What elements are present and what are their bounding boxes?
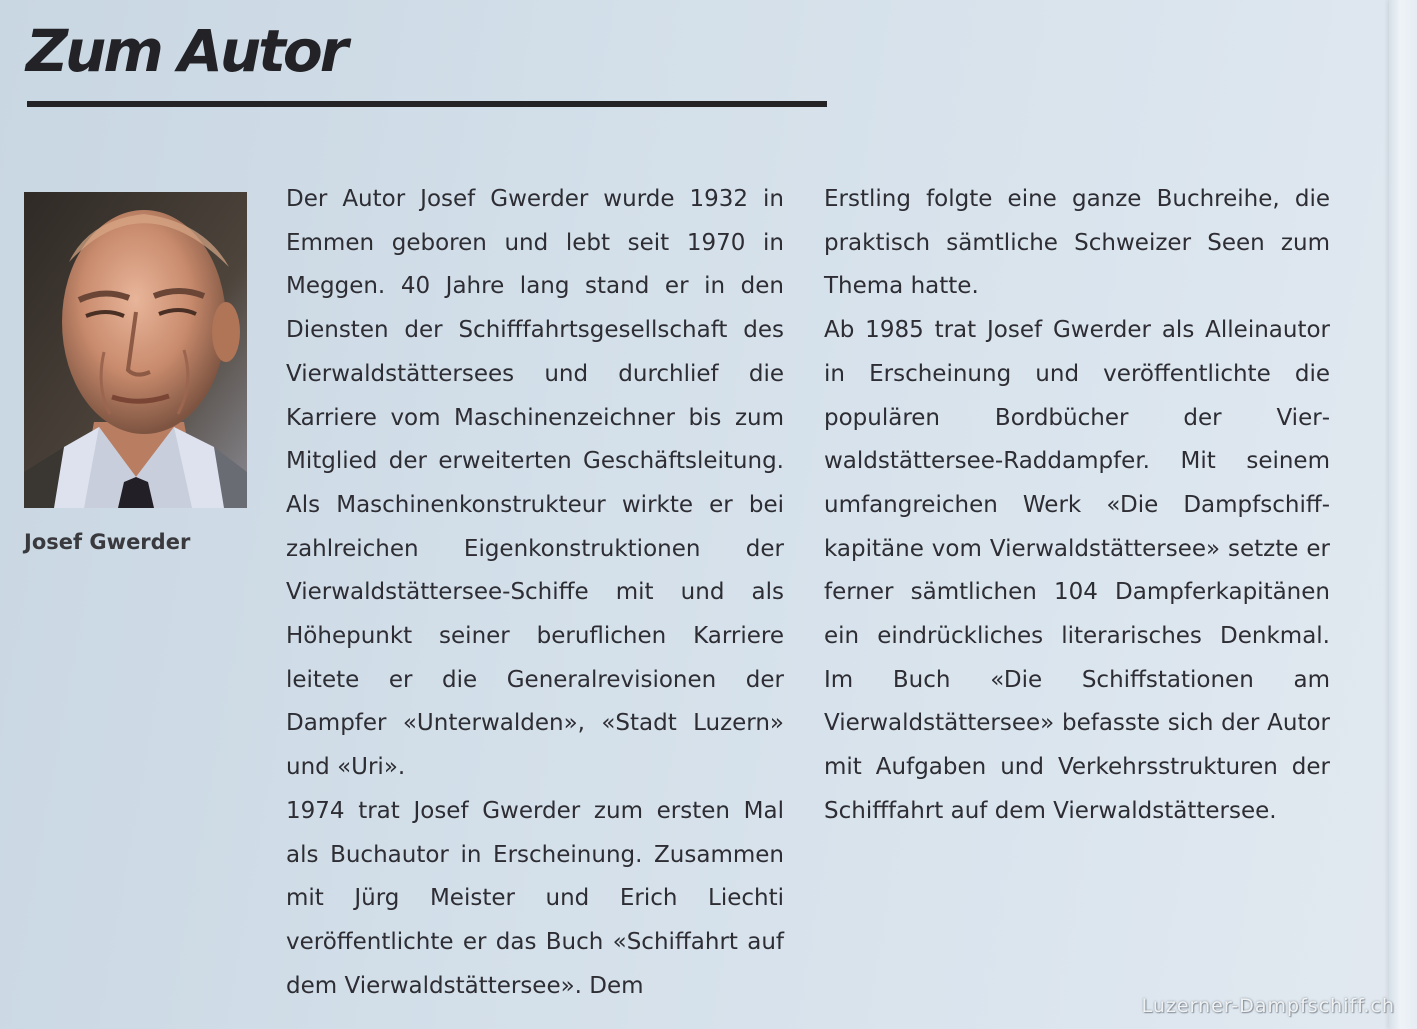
text-column-right (824, 178, 1330, 834)
paragraph-first-book: 1974 trat Josef Gwerder zum ersten Mal als Buchautor in Erscheinung. Zusammen mit Jürg Meister und Erich Liechti veröffentlichte er das Buch «Schiffahrt auf dem Vierwaldstättersee». Dem (286, 797, 784, 999)
paragraph-solo-author: Ab 1985 trat Josef Gwerder als Alleinautor in Erscheinung und veröffentlichte die populären Bordbücher der Vierwaldstättersee-Raddampfer. Mit seinem umfangreichen Werk «Die Dampfschiffkapitäne vom Vierwaldstättersee» setzte er ferner sämtlichen 104 Dampferkapitänen ein eindrückliches literarisches Denkmal. Im Buch «Die Schiffstationen am Vierwaldstättersee» befasste sich der Autor mit Aufgaben und Verkehrsstrukturen der Schifffahrt auf dem Vierwaldstättersee. (824, 317, 1330, 824)
page-edge (1389, 0, 1417, 1029)
site-watermark: Luzerner-Dampfschiff.ch (1141, 995, 1395, 1017)
portrait-caption: Josef Gwerder (24, 530, 191, 554)
page-title: Zum Autor (26, 17, 346, 85)
paragraph-book-series: Erstling folgte eine ganze Buchreihe, die praktisch sämtliche Schweizer Seen zum Thema hatte. (824, 186, 1330, 300)
paragraph-biography: Der Autor Josef Gwerder wurde 1932 in Emmen geboren und lebt seit 1970 in Meggen. 40 Jahre lang stand er in den Diensten der Schifffahrtsgesellschaft des Vierwaldstättersees und durchlief die Karriere vom Maschinenzeichner bis zum Mitglied der erweiterten Geschäftsleitung. Als Maschinenkonstrukteur wirkte er bei zahlreichen Eigenkonstruktionen der Vierwaldstättersee-Schiffe mit und als Höhepunkt seiner beruflichen Karriere leitete er die Generalrevisionen der Dampfer «Unterwalden», «Stadt Luzern» und «Uri». (286, 186, 784, 781)
title-underline (27, 101, 827, 107)
text-column-left (286, 178, 784, 1008)
author-portrait (24, 192, 247, 508)
